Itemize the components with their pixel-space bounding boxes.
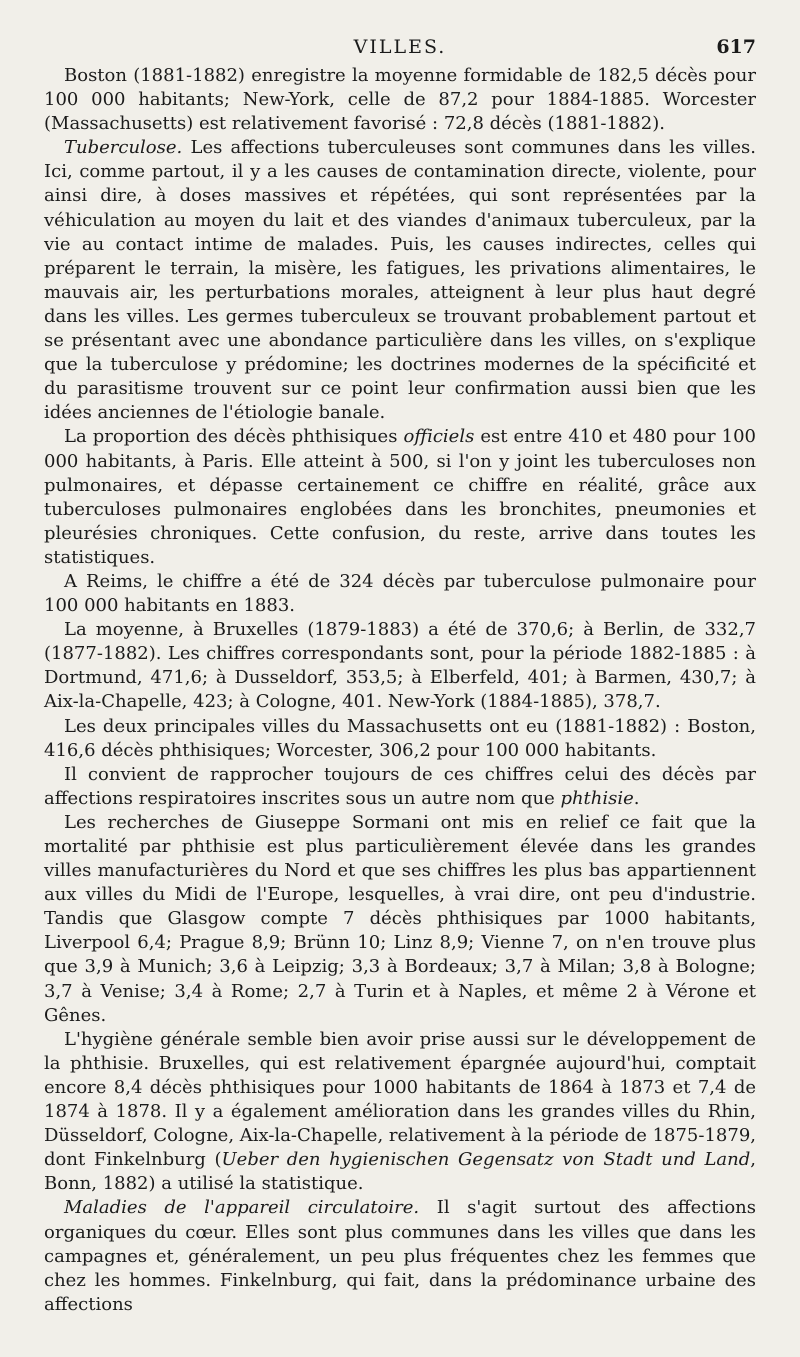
paragraph-boston (44, 64, 756, 136)
paragraph-text: La moyenne, à Bruxelles (1879-1883) a été de 370,6; à Berlin, de 332,7 (1877-1882). Les chiffres correspondants sont, pour la période 1882-1885 : à Dortmund, 471,6; à Dusseldorf, 353,5; à Elberfeld, 401; à Barmen, 430,7; à Aix-la-Chapelle, 423; à Cologne, 401. New-York (1884-1885), 378,7. (44, 619, 756, 713)
running-header (44, 30, 756, 64)
paragraph-hygiene (44, 1028, 756, 1197)
paragraph-text: A Reims, le chiffre a été de 324 décès par tuberculose pulmonaire pour 100 000 habitants en 1883. (44, 570, 756, 617)
section-lead: Maladies de l'appareil circulatoire. (64, 1197, 420, 1219)
paragraph-text: Il s'agit surtout des affections organiques du cœur. Elles sont plus communes dans les villes que dans les campagnes et, généralement, un peu plus fréquentes chez les femmes que chez les hommes. Finkelnburg, qui fait, dans la prédominance urbaine des affections (44, 1197, 756, 1315)
section-lead: Tuberculose. (64, 137, 183, 159)
paragraph-text: Il convient de rapprocher toujours de ces chiffres celui des décès par affections respiratoires inscrites sous un autre nom que (44, 763, 756, 809)
paragraph-sormani (44, 811, 756, 1028)
italic-term: phthisie (560, 787, 634, 809)
paragraph-text: Boston (1881-1882) enregistre la moyenne formidable de 182,5 décès pour 100 000 habitants; New-York, celle de 87,2 pour 1884-1885. Worcester (Massachusetts) est relativement favorisé : 72,8 décès (1881-1882). (44, 65, 756, 135)
paragraph-text: Les affections tuberculeuses sont communes dans les villes. Ici, comme partout, il y a les causes de contamination directe, violente, pour ainsi dire, à doses massives et répétées, qui sont représentées par la véhiculation au moyen du lait et des viandes d'animaux tuberculeux, par la vie au contact intime de malades. Puis, les causes indirectes, celles qui préparent le terrain, la misère, les fatigues, les privations alimentaires, le mauvais air, les perturbations morales, atteignent à leur plus haut degré dans les villes. Les germes tuberculeux se trouvant probablement partout et se présentant avec une abondance particulière dans les villes, on s'explique que la tuberculose y prédomine; les doctrines modernes de la spécificité et du parasitisme trouvent sur ce point leur confirmation aussi bien que les idées anciennes de l'étiologie banale. (44, 137, 756, 424)
paragraph-tuberculose (44, 136, 756, 425)
paragraph-text: Les deux principales villes du Massachusetts ont eu (1881-1882) : Boston, 416,6 décès phthisiques; Worcester, 306,2 pour 100 000 habitants. (44, 715, 756, 761)
paragraph-circulatoire (44, 1196, 756, 1316)
paragraph-text-cont: . (633, 787, 640, 809)
paragraph-text-cont: est entre 410 et 480 pour 100 000 habitants, à Paris. Elle atteint à 500, si l'on y joint les tuberculoses non pulmonaires, et dépasse certainement ce chiffre en réalité, grâce aux tuberculoses pulmonaires englobées dans les bronchites, pneumonies et pleurésies chroniques. Cette confusion, du reste, arrive dans toutes les statistiques. (44, 426, 756, 568)
paragraph-text-cont: , Bonn, 1882) a utilisé la statistique. (44, 1149, 756, 1195)
paragraph-text: La proportion des décès phthisiques (64, 426, 404, 448)
italic-title: Ueber den hygienischen Gegensatz von Stadt und Land (221, 1149, 751, 1171)
page-number: 617 (716, 36, 756, 58)
body-text (44, 64, 756, 1317)
paragraph-paris (44, 425, 756, 570)
italic-term: officiels (403, 426, 475, 448)
paragraph-bruxelles (44, 618, 756, 714)
running-title: VILLES. (353, 36, 447, 58)
paragraph-massachusetts (44, 715, 756, 763)
paragraph-respiratoires (44, 763, 756, 811)
paragraph-text: Les recherches de Giuseppe Sormani ont mis en relief ce fait que la mortalité par phthisie est plus particulièrement élevée dans les grandes villes manufacturières du Nord et que ses chiffres les plus bas appartiennent aux villes du Midi de l'Europe, lesquelles, à vrai dire, ont peu d'industrie. Tandis que Glasgow compte 7 décès phthisiques par 1000 habitants, Liverpool 6,4; Prague 8,9; Brünn 10; Linz 8,9; Vienne 7, on n'en trouve plus que 3,9 à Munich; 3,6 à Leipzig; 3,3 à Bordeaux; 3,7 à Milan; 3,8 à Bologne; 3,7 à Venise; 3,4 à Rome; 2,7 à Turin et à Naples, et même 2 à Vérone et Gênes. (44, 811, 756, 1026)
paragraph-text: L'hygiène générale semble bien avoir prise aussi sur le développement de la phthisie. Bruxelles, qui est relativement épargnée aujourd'hui, comptait encore 8,4 décès phthisiques pour 1000 habitants de 1864 à 1873 et 7,4 de 1874 à 1878. Il y a également amélioration dans les grandes villes du Rhin, Düsseldorf, Cologne, Aix-la-Chapelle, relativement à la période de 1875-1879, dont Finkelnburg ( (44, 1028, 756, 1171)
paragraph-reims (44, 570, 756, 618)
